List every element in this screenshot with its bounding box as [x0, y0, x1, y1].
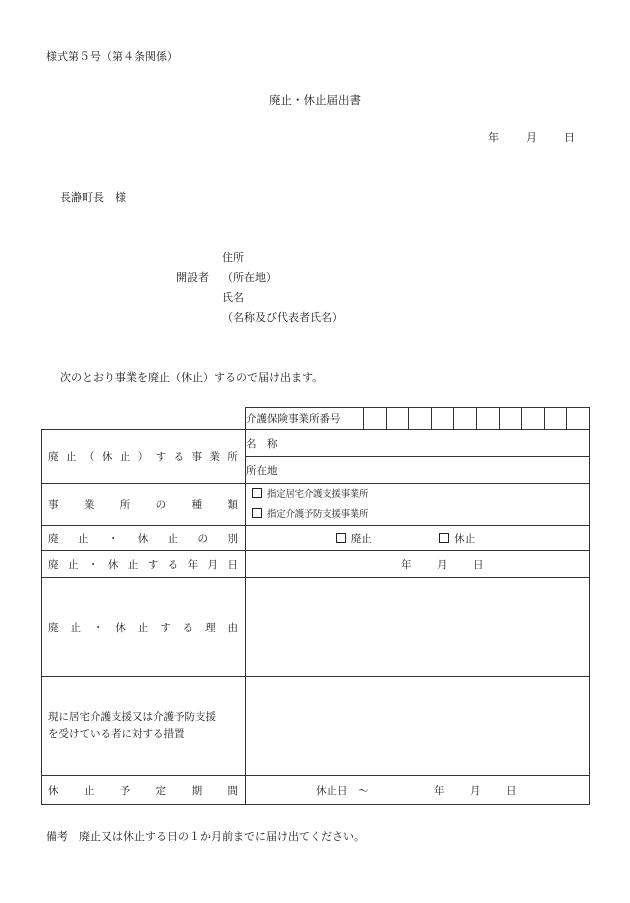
period-month: 月 [470, 784, 481, 797]
office-number-label: 介護保険事業所番号 [246, 408, 364, 430]
period-row [42, 776, 590, 805]
kind-label-cell [42, 484, 246, 526]
type-label: 廃 止 ・ 休 止 の 別 [48, 532, 238, 545]
office-number-box[interactable] [431, 408, 454, 430]
applicant-location-label: （所在地） [222, 271, 277, 284]
period-field[interactable] [246, 776, 590, 805]
office-name-label: 名 称 [246, 437, 278, 450]
date-field[interactable] [246, 551, 590, 578]
office-location-field[interactable] [246, 457, 590, 484]
date-label: 廃 止 ・ 休 止 す る 年 月 日 [48, 558, 238, 571]
kind-option-prevention[interactable]: 指定介護予防支援事業所 [246, 505, 589, 525]
applicant-rep-name-label: （名称及び代表者氏名） [222, 311, 343, 324]
reason-row [42, 578, 590, 677]
type-option-abolish[interactable]: 廃止 [336, 531, 436, 546]
checkbox[interactable] [439, 533, 449, 543]
reason-field[interactable] [246, 578, 590, 677]
office-number-row [42, 408, 590, 430]
date-month: 月 [526, 131, 537, 144]
form-number: 様式第５号（第４条関係） [46, 50, 178, 63]
period-label: 休 止 予 定 期 間 [48, 784, 238, 797]
remarks-note: 備考 廃止又は休止する日の１か月前までに届け出てください。 [46, 830, 365, 843]
checkbox[interactable] [336, 533, 346, 543]
founder-label: 開設者 [176, 271, 209, 284]
document-title: 廃止・休止届出書 [269, 93, 361, 107]
date-label-cell [42, 551, 246, 578]
period-label-cell [42, 776, 246, 805]
office-number-box[interactable] [567, 408, 590, 430]
office-number-box[interactable] [476, 408, 499, 430]
checkbox[interactable] [252, 488, 262, 498]
office-number-box[interactable] [499, 408, 522, 430]
period-start: 休止日 ～ [316, 784, 369, 797]
kind-option-home-care[interactable]: 指定居宅介護支援事業所 [246, 485, 589, 505]
office-label-cell [42, 430, 246, 484]
kind-label: 事 業 所 の 種 類 [48, 499, 238, 511]
applicant-name-label: 氏名 [222, 291, 244, 304]
blank-corner [42, 408, 246, 430]
date-year: 年 [488, 131, 499, 144]
applicant-address-label: 住所 [222, 251, 244, 264]
office-name-field[interactable] [246, 430, 590, 457]
type-option-suspend[interactable]: 休止 [439, 531, 499, 546]
office-name-row [42, 430, 590, 457]
date-day: 日 [564, 131, 575, 144]
period-year: 年 [434, 784, 445, 797]
measures-label-line2: を受けている者に対する措置 [48, 728, 185, 740]
date-row [42, 551, 590, 578]
period-day: 日 [506, 784, 517, 797]
office-location-label: 所在地 [246, 464, 278, 477]
office-number-box[interactable] [364, 408, 387, 430]
type-label-cell [42, 526, 246, 551]
ymd-day: 日 [473, 558, 484, 571]
office-number-box[interactable] [522, 408, 545, 430]
type-options-cell [246, 526, 590, 551]
submission-date [488, 131, 575, 145]
measures-label-line1: 現に居宅介護支援又は介護予防支援 [48, 711, 216, 723]
measures-field[interactable] [246, 677, 590, 776]
kind-options-cell [246, 484, 590, 526]
intro-sentence: 次のとおり事業を廃止（休止）するので届け出ます。 [60, 371, 324, 384]
office-number-box[interactable] [544, 408, 567, 430]
office-number-box[interactable] [386, 408, 409, 430]
abolition-form-table [41, 407, 590, 805]
reason-label: 廃 止 ・ 休 止 す る 理 由 [48, 621, 238, 634]
ymd-year: 年 [401, 558, 412, 571]
office-label: 廃 止 （ 休 止 ） す る 事 業 所 [48, 451, 238, 463]
ymd-month: 月 [437, 558, 448, 571]
reason-label-cell [42, 578, 246, 677]
abolish-suspend-row [42, 526, 590, 551]
office-number-box[interactable] [409, 408, 432, 430]
checkbox[interactable] [252, 508, 262, 518]
office-number-box[interactable] [454, 408, 477, 430]
addressee: 長瀞町長 様 [60, 191, 126, 204]
measures-row [42, 677, 590, 776]
office-kind-row [42, 484, 590, 526]
measures-label-cell [42, 677, 246, 776]
